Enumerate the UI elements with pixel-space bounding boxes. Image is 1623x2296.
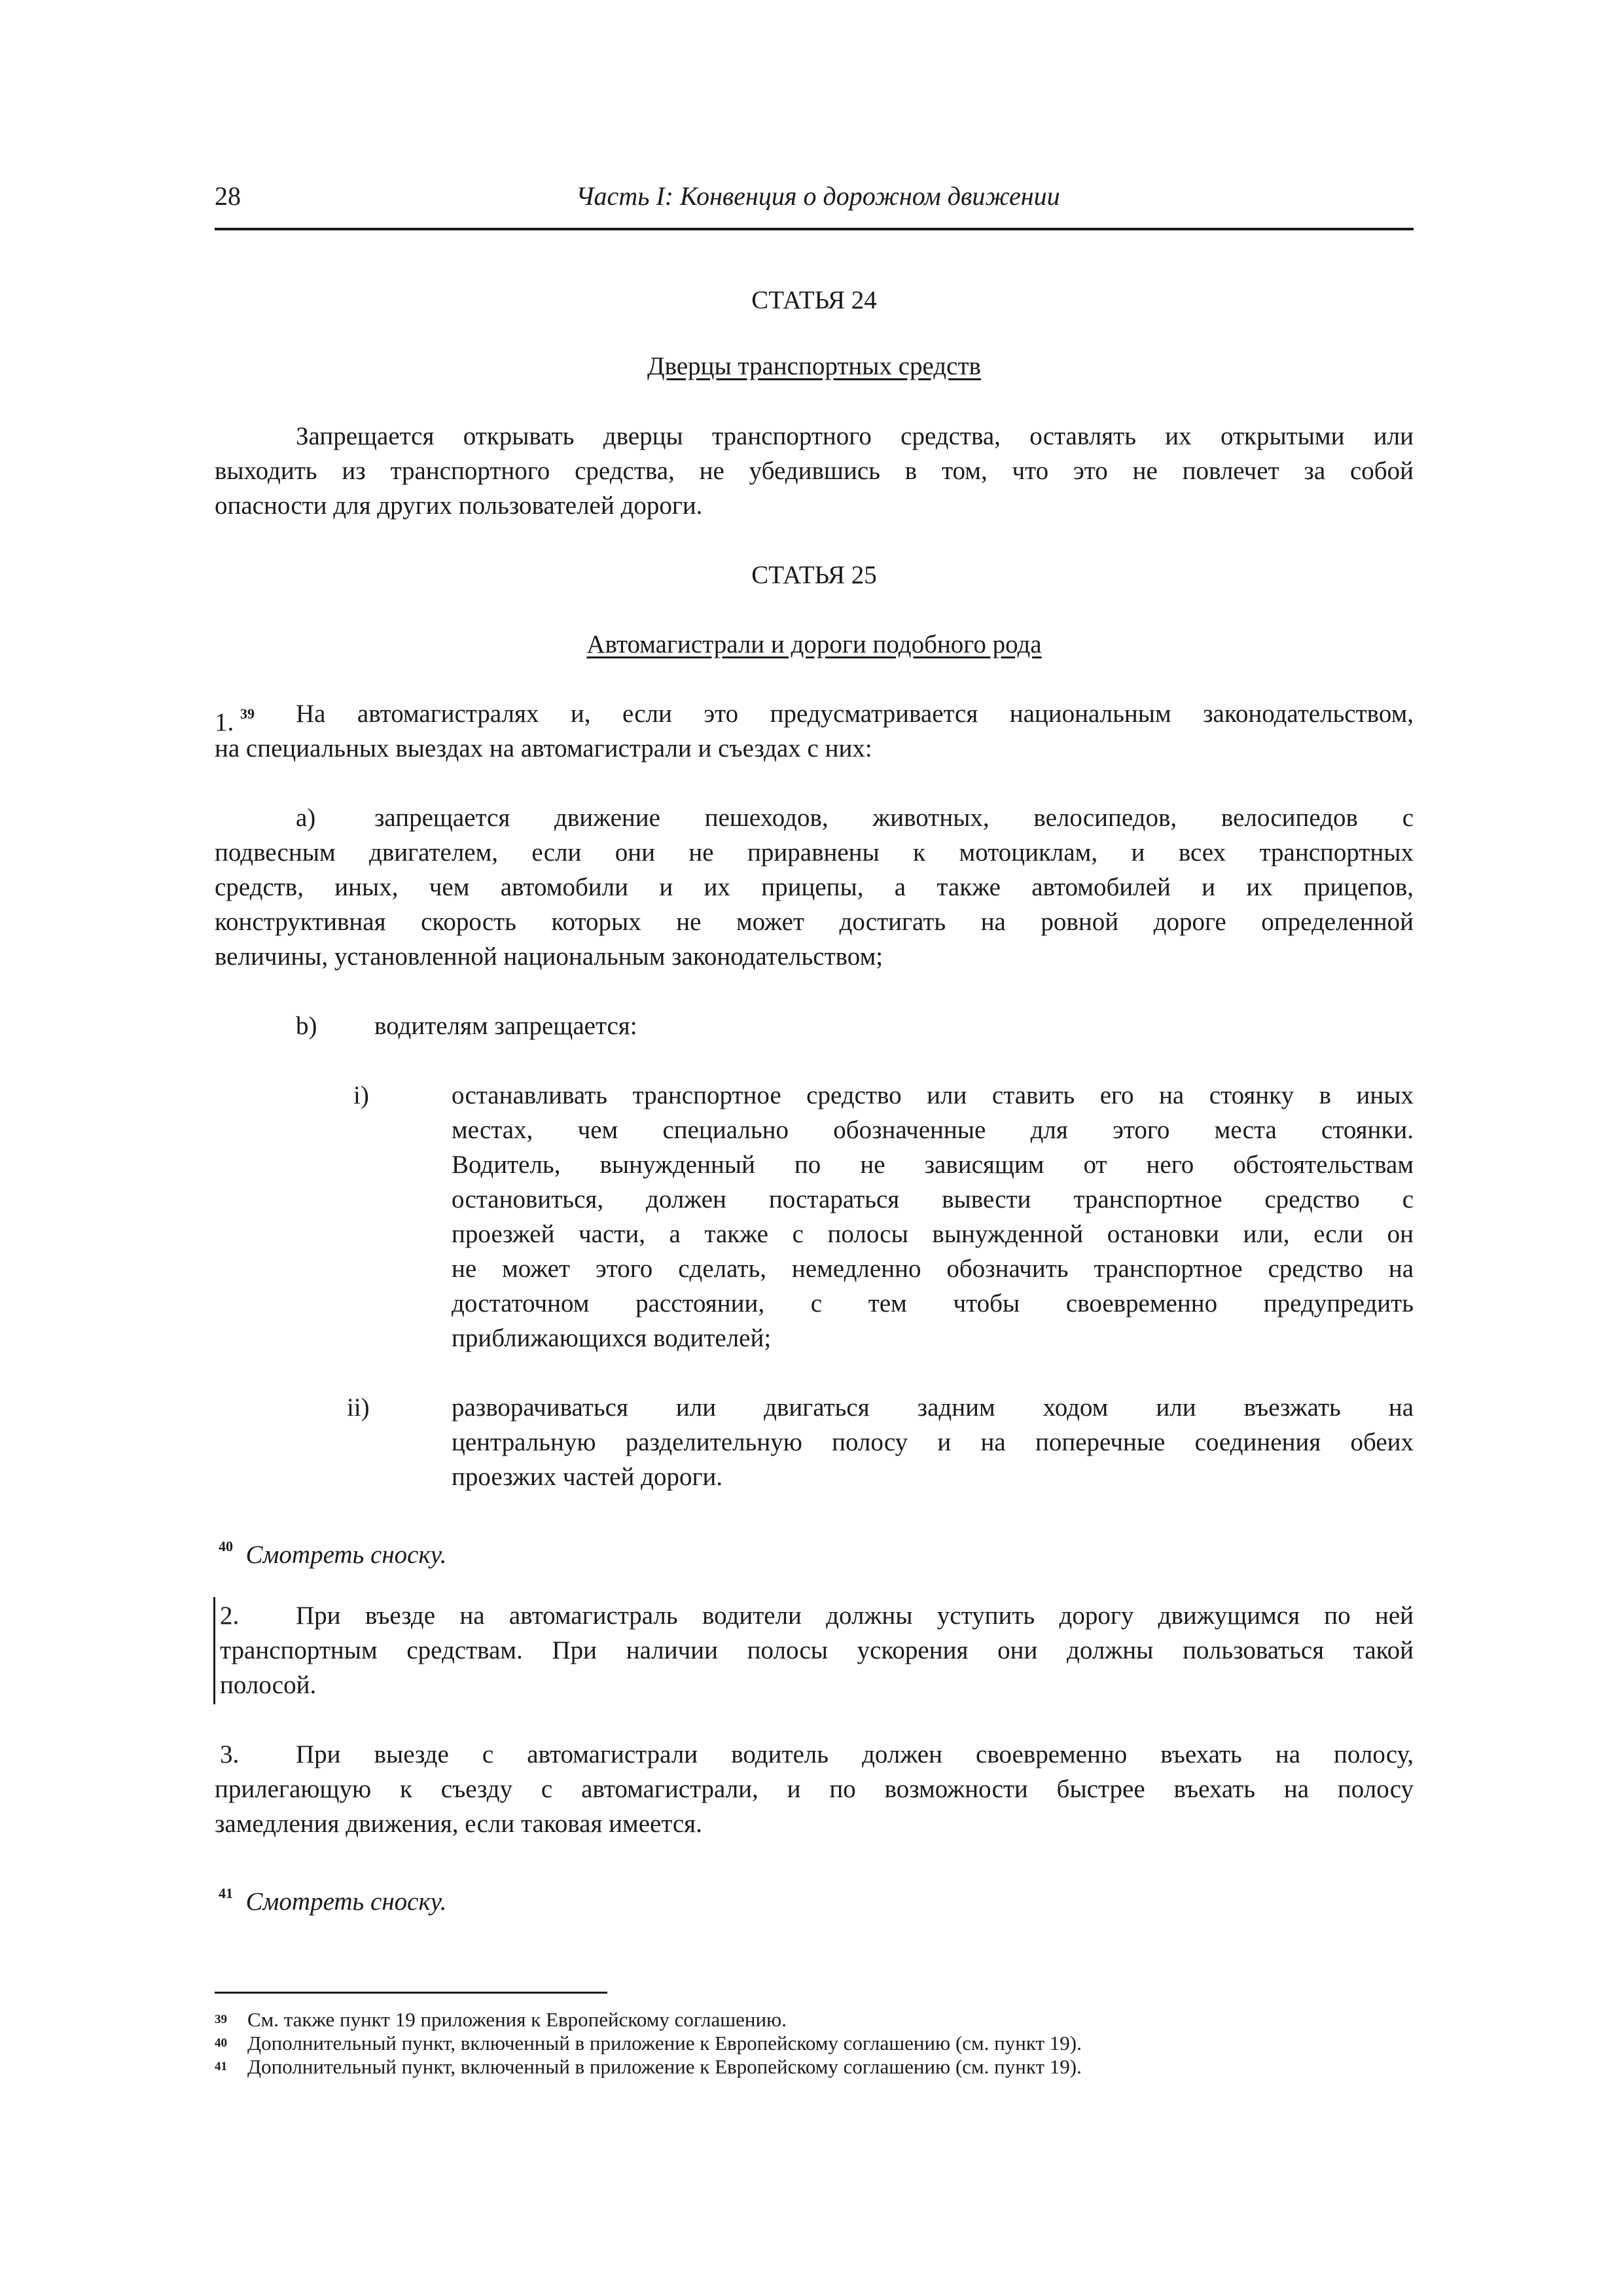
footnote-39-text: См. также пункт 19 приложения к Европейскому соглашению. [247, 2008, 787, 2031]
article-24-subheading: Дверцы транспортных средств [647, 352, 981, 380]
item-i-line: местах, чем специально обозначенные для этого места стоянки. [452, 1116, 1414, 1144]
paragraph-1-number-text: 1. [215, 708, 234, 736]
item-a-label: a) [296, 804, 316, 832]
paragraph-1-line: на специальных выездах на автомагистрали и съездах с них: [215, 734, 872, 762]
footnote-separator [215, 1992, 607, 1994]
paragraph-1-line: На автомагистралях и, если это предусматривается национальным законодательством, [296, 700, 1414, 728]
note-41 [219, 1876, 446, 1919]
footnote-40-text: Дополнительный пункт, включенный в приложение к Европейскому соглашению (см. пункт 19). [247, 2032, 1082, 2054]
footnote-ref-39: 39 [240, 706, 255, 722]
footnote-41 [215, 2055, 1082, 2083]
item-ii-label: ii) [347, 1393, 370, 1422]
item-ii-line: центральную разделительную полосу и на поперечные соединения обеих [452, 1428, 1414, 1456]
note-40-ref: 40 [219, 1538, 233, 1554]
page-header [215, 175, 1414, 230]
item-ii-line: проезжих частей дороги. [452, 1463, 723, 1491]
article-24-line: Запрещается открывать дверцы транспортного средства, оставлять их открытыми или [296, 422, 1414, 450]
article-25-heading: СТАТЬЯ 25 [751, 561, 877, 589]
footnote-39-ref: 39 [215, 2013, 227, 2026]
item-a-line: средств, иных, чем автомобили и их прицепы, а также автомобилей и их прицепов, [215, 873, 1414, 901]
item-a-line: конструктивная скорость которых не может достигать на ровной дороге определенной [215, 908, 1414, 936]
item-b-text: водителям запрещается: [374, 1012, 637, 1040]
item-i-line: проезжей части, а также с полосы вынужденной остановки или, если он [452, 1220, 1414, 1248]
item-b-label: b) [296, 1012, 317, 1040]
item-a-line: подвесным двигателем, если они не приравнены к мотоциклам, и всех транспортных [215, 838, 1414, 867]
paragraph-2-line: транспортным средствам. При наличии полосы ускорения они должны пользоваться такой [220, 1636, 1414, 1664]
paragraph-2-line: полосой. [220, 1671, 317, 1699]
article-25-subheading: Автомагистрали и дороги подобного рода [586, 630, 1042, 658]
article-24-line: опасности для других пользователей дороги. [215, 492, 703, 520]
paragraph-3-line: прилегающую к съезду с автомагистрали, и по возможности быстрее въехать на полосу [215, 1775, 1414, 1803]
article-24-line: выходить из транспортного средства, не убедившись в том, что это не повлечет за собой [215, 457, 1414, 485]
item-i-label: i) [353, 1081, 369, 1109]
paragraph-3-line: замедления движения, если таковая имеется. [215, 1810, 702, 1838]
revision-change-bar [213, 1597, 215, 1704]
article-24-heading: СТАТЬЯ 24 [751, 286, 877, 314]
note-40 [219, 1529, 446, 1572]
item-i-line: не может этого сделать, немедленно обозначить транспортное средство на [452, 1255, 1414, 1283]
footnote-41-text: Дополнительный пункт, включенный в приложение к Европейскому соглашению (см. пункт 19). [247, 2055, 1082, 2078]
item-a-line: величины, установленной национальным законодательством; [215, 942, 883, 971]
item-i-line: Водитель, вынужденный по не зависящим от него обстоятельствам [452, 1151, 1414, 1179]
item-i-line: останавливать транспортное средство или ставить его на стоянку в иных [452, 1081, 1414, 1109]
article-25-subheading-wrap [215, 627, 1414, 662]
running-title: Часть I: Конвенция о дорожном движении [576, 181, 1060, 211]
paragraph-3-line: При выезде с автомагистрали водитель должен своевременно въехать на полосу, [296, 1740, 1414, 1768]
paragraph-2-number: 2. [220, 1602, 240, 1630]
footnote-40-ref: 40 [215, 2036, 227, 2050]
article-24-subheading-wrap [215, 349, 1414, 384]
item-a-line: запрещается движение пешеходов, животных, велосипедов, велосипедов с [374, 804, 1414, 832]
item-i-line: остановиться, должен постараться вывести транспортное средство с [452, 1185, 1414, 1213]
note-40-text: Смотреть сноску. [245, 1541, 447, 1569]
paragraph-2-line: При въезде на автомагистраль водители должны уступить дорогу движущимся по ней [296, 1602, 1414, 1630]
paragraph-3-number: 3. [220, 1740, 240, 1768]
item-ii-line: разворачиваться или двигаться задним ходом или въезжать на [452, 1393, 1414, 1422]
footnote-41-ref: 41 [215, 2060, 227, 2073]
note-41-text: Смотреть сноску. [245, 1888, 447, 1916]
item-i-line: приближающихся водителей; [452, 1324, 772, 1352]
item-i-line: достаточном расстоянии, с тем чтобы своевременно предупредить [452, 1289, 1414, 1318]
page-number: 28 [215, 181, 241, 211]
note-41-ref: 41 [219, 1885, 233, 1901]
